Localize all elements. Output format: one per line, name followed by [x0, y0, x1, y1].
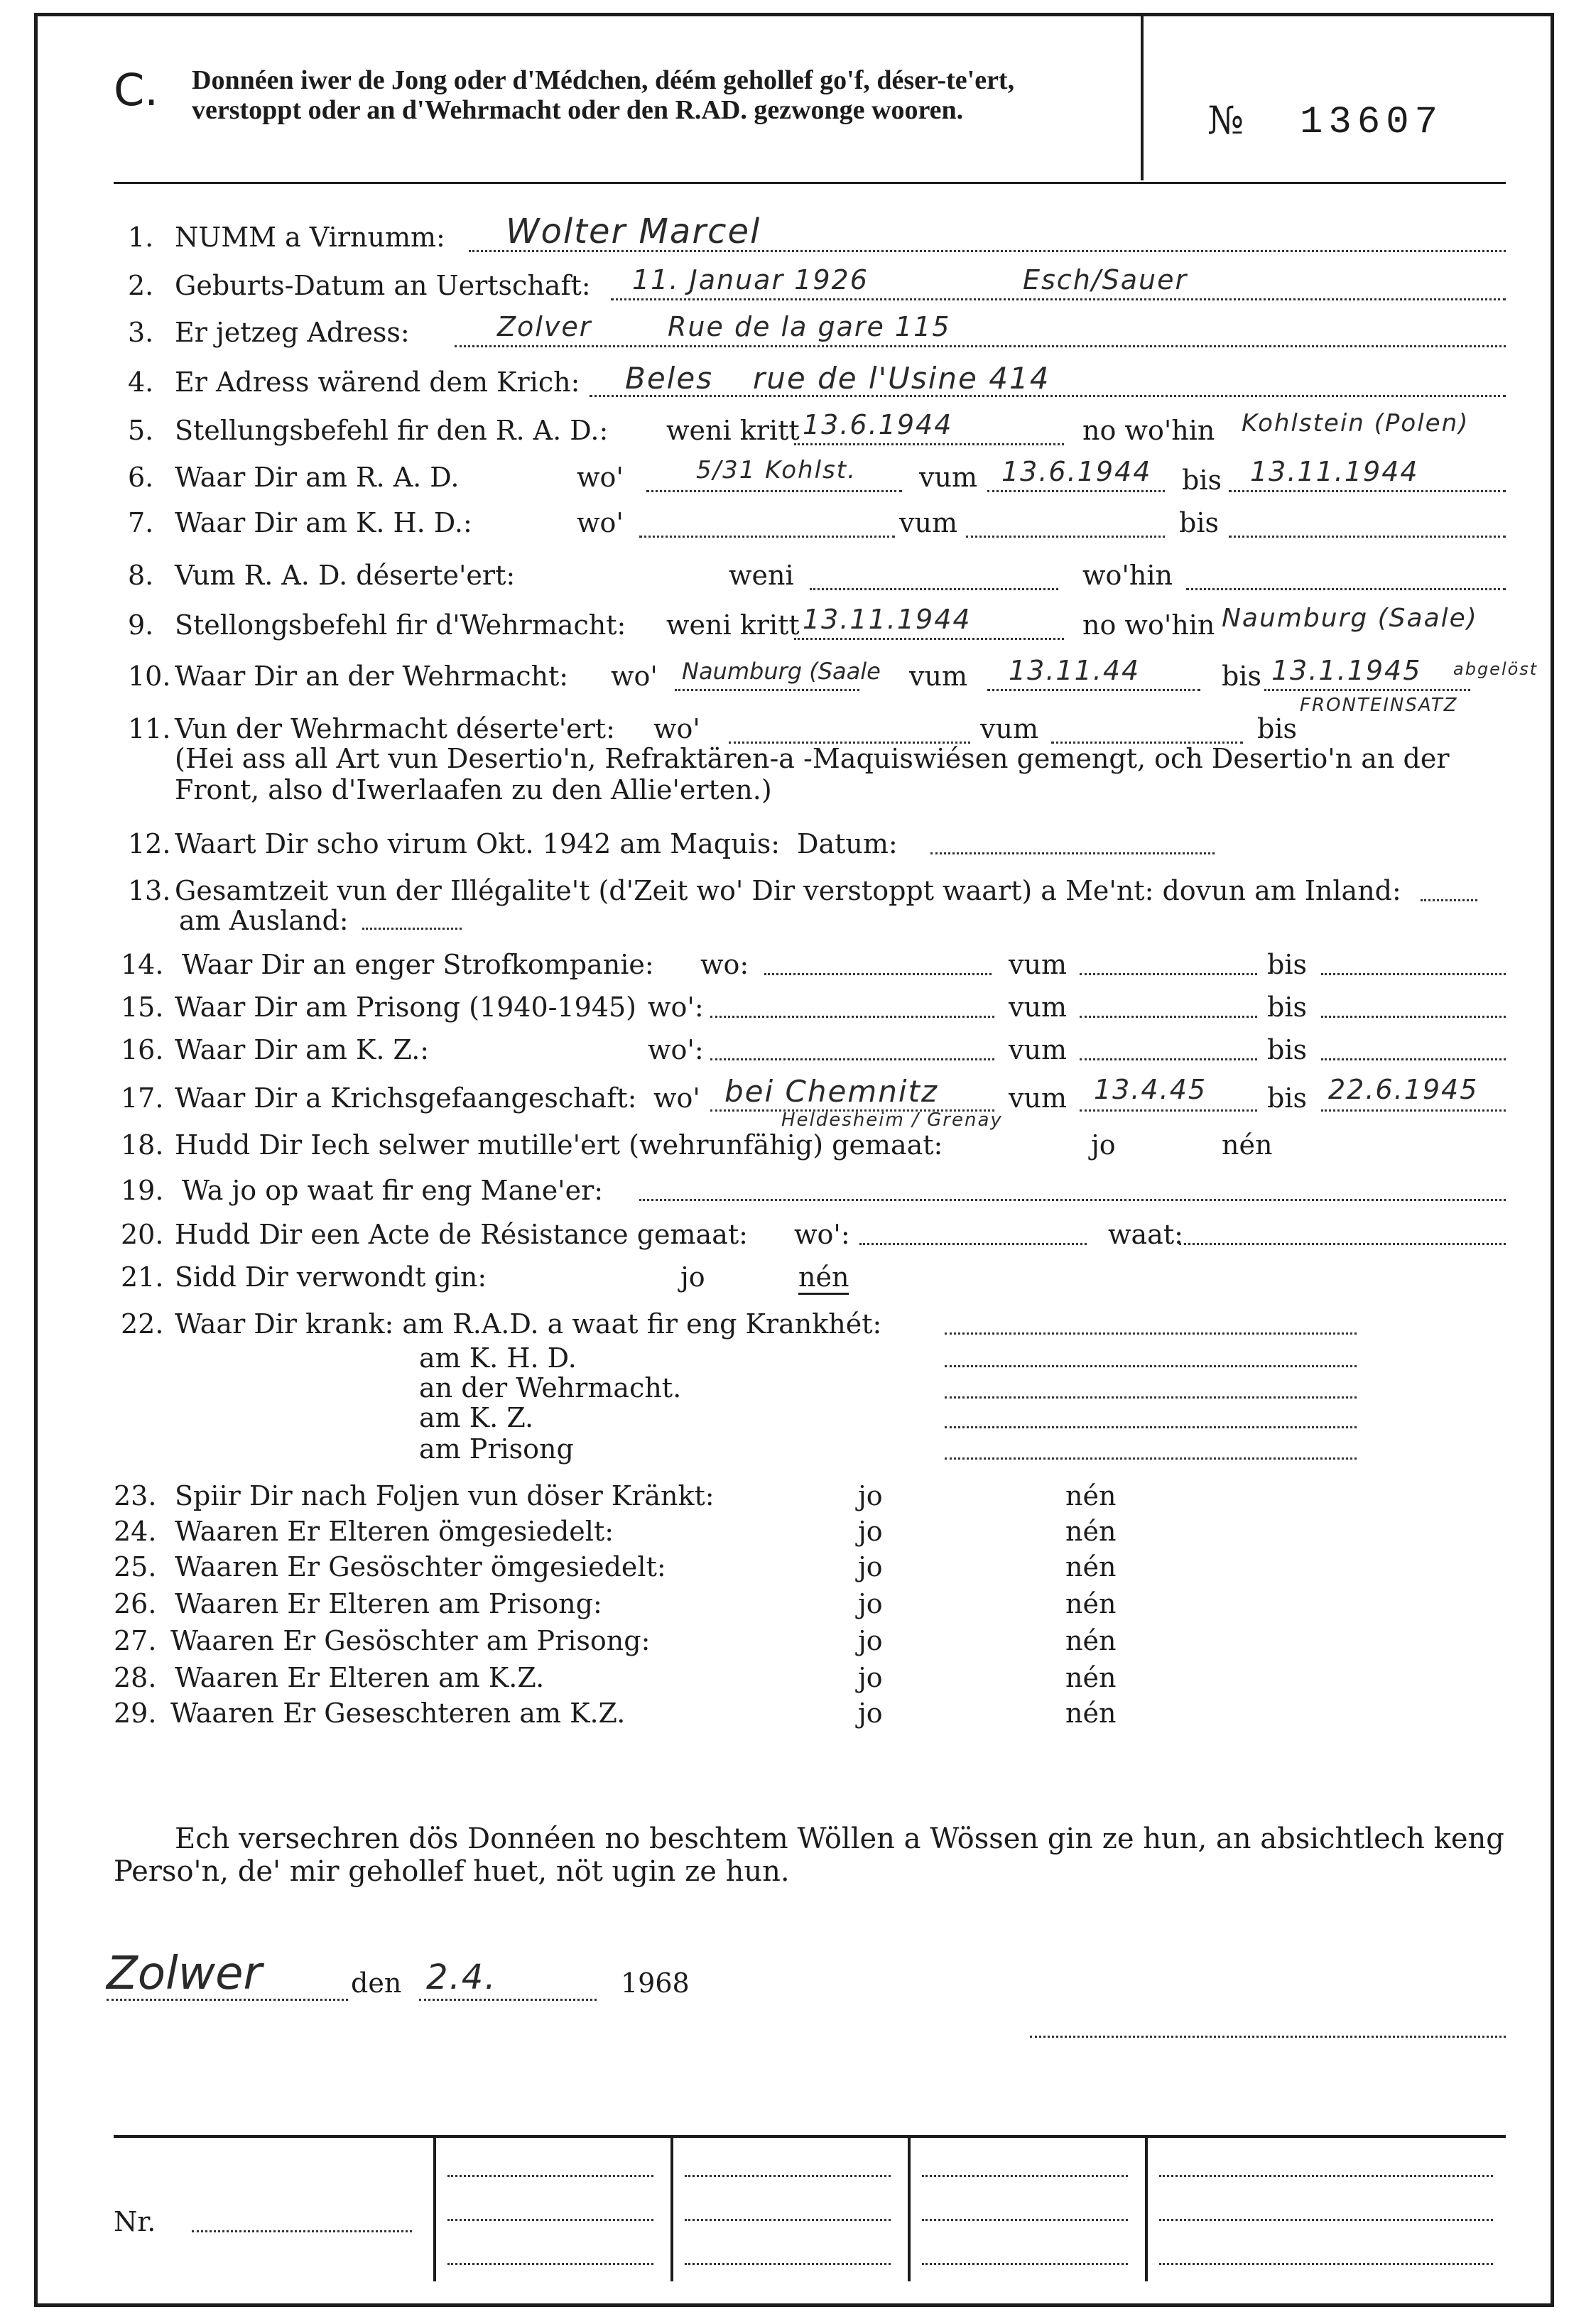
fill-line — [675, 689, 859, 691]
row-label: Spiir Dir nach Foljen vun döser Kränkt: — [175, 1480, 715, 1511]
field-date[interactable]: 2.4. — [426, 1958, 497, 1997]
sub-label: am K. H. D. — [419, 1342, 577, 1374]
footer-rule — [114, 2135, 1506, 2138]
row-num: 25. — [114, 1551, 157, 1582]
label-wo: wo': — [794, 1219, 850, 1250]
label-vum: vum — [1009, 1082, 1067, 1114]
option-jo[interactable]: jo — [858, 1588, 883, 1619]
field-sick-rad[interactable] — [945, 1332, 1357, 1335]
field-wehrmacht-note[interactable]: abgelöst — [1453, 659, 1538, 679]
row-label: Waar Dir am Prisong (1940-1945) — [175, 992, 636, 1023]
footer-cell-line — [922, 2175, 1128, 2177]
row-label: Waar Dir am R. A. D. — [175, 462, 460, 493]
label-datum: Datum: — [797, 828, 898, 859]
label-bis: bis — [1267, 949, 1307, 980]
row-label: NUMM a Virnumm: — [175, 222, 445, 253]
field-kz-from[interactable] — [1080, 1058, 1257, 1060]
option-jo[interactable]: jo — [858, 1662, 883, 1693]
option-nen[interactable]: nén — [1065, 1588, 1117, 1619]
footer-cell-line — [447, 2219, 653, 2221]
row-label: Waaren Er Geseschteren am K.Z. — [170, 1698, 626, 1729]
row-label: Hudd Dir een Acte de Résistance gemaat: — [175, 1219, 748, 1250]
field-kz-where[interactable] — [710, 1058, 994, 1060]
label-bis: bis — [1267, 1082, 1307, 1114]
fill-line — [646, 490, 902, 492]
row-num: 13. — [128, 875, 171, 906]
label-bis: bis — [1257, 713, 1297, 744]
row-num: 21. — [121, 1261, 164, 1293]
row-note: (Hei ass all Art vun Desertio'n, Refraktären-a -Maquiswiésen gemengt, och Desertio'n an der — [175, 743, 1450, 774]
declaration-line: Perso'n, de' mir gehollef huet, nöt ugin ze hun. — [114, 1855, 790, 1888]
label-weni: weni — [729, 560, 794, 591]
row-num: 19. — [121, 1175, 164, 1206]
row-label: Stellongsbefehl fir d'Wehrmacht: — [175, 609, 626, 641]
footer-cell-line — [922, 2263, 1128, 2265]
field-khd-where[interactable] — [639, 536, 895, 538]
row-num: 4. — [128, 366, 154, 398]
label-den: den — [351, 1967, 402, 1999]
footer-cell-line — [1159, 2175, 1493, 2177]
field-prisong-to[interactable] — [1321, 1016, 1506, 1018]
fill-line — [1264, 689, 1470, 691]
field-rad-desert-when[interactable] — [810, 588, 1058, 590]
field-rad-destination[interactable]: Kohlstein (Polen) — [1242, 409, 1470, 438]
option-nen[interactable]: nén — [1065, 1480, 1117, 1511]
field-pow-to[interactable]: 22.6.1945 — [1328, 1074, 1479, 1105]
label-vum: vum — [1009, 992, 1067, 1023]
row-num: 17. — [121, 1082, 164, 1114]
row-num: 27. — [114, 1625, 157, 1656]
footer-cell-line — [685, 2219, 891, 2221]
option-jo[interactable]: jo — [1091, 1129, 1116, 1161]
field-manner[interactable] — [639, 1199, 1506, 1201]
row-note: am Ausland: — [179, 905, 349, 936]
label-weni-kritt: weni kritt — [666, 415, 800, 446]
row-num: 10. — [128, 661, 171, 692]
label-wo: wo': — [648, 1034, 704, 1065]
footer-nr-label: Nr. — [114, 2206, 156, 2237]
row-label: Waar Dir am K. H. D.: — [175, 507, 472, 538]
label-wo: wo' — [611, 661, 658, 692]
label-wo: wo' — [577, 462, 624, 493]
row-num: 26. — [114, 1588, 157, 1619]
option-nen[interactable]: nén — [1065, 1516, 1117, 1547]
field-wehrmacht-order-date[interactable]: 13.11.1944 — [803, 604, 972, 635]
row-num: 9. — [128, 609, 154, 641]
footer-divider — [433, 2135, 436, 2281]
field-resistance-where[interactable] — [859, 1243, 1087, 1245]
label-bis: bis — [1222, 661, 1261, 692]
label-vum: vum — [1009, 949, 1067, 980]
header-divider — [1141, 16, 1144, 180]
row-label: Waar Dir a Krichsgefaangeschaft: — [175, 1082, 637, 1114]
field-resistance-what[interactable] — [1179, 1243, 1506, 1245]
row-label: Geburts-Datum an Uertschaft: — [175, 270, 591, 301]
field-wehrmacht-where[interactable]: Naumburg (Saale — [682, 658, 881, 685]
fill-line — [455, 345, 1506, 347]
row-label: Waaren Er Elteren am Prisong: — [175, 1588, 602, 1619]
form-letter: C. — [114, 64, 158, 116]
sub-label: an der Wehrmacht. — [419, 1372, 682, 1403]
declaration-line: Ech versechren dös Donnéen no beschtem Wöllen a Wössen gin ze hun, an absichtlech keng — [175, 1823, 1504, 1855]
label-bis: bis — [1267, 992, 1307, 1023]
row-num: 18. — [121, 1129, 164, 1161]
option-nen[interactable]: nén — [798, 1261, 849, 1295]
option-nen[interactable]: nén — [1065, 1662, 1117, 1693]
row-label: Stellungsbefehl fir den R. A. D.: — [175, 415, 609, 446]
field-pow-where[interactable]: bei Chemnitz — [724, 1074, 939, 1109]
field-sick-khd[interactable] — [945, 1365, 1357, 1367]
footer-cell-line — [1159, 2219, 1493, 2221]
field-inland[interactable] — [1421, 899, 1477, 901]
footer-cell-line — [447, 2263, 653, 2265]
row-label: Waar Dir krank: am R.A.D. a waat fir eng Krankhét: — [175, 1308, 882, 1340]
row-note: Front, also d'Iwerlaafen zu den Allie'erten.) — [175, 774, 772, 805]
row-label: Waaren Er Elteren am K.Z. — [175, 1662, 545, 1693]
signature-line[interactable] — [1030, 2036, 1506, 2038]
fill-line — [794, 443, 1064, 445]
label-weni-kritt: weni kritt — [666, 609, 800, 641]
fill-line — [1229, 490, 1506, 492]
field-khd-to[interactable] — [1229, 536, 1506, 538]
field-name[interactable]: Wolter Marcel — [506, 212, 761, 251]
form-title: Donnéen iwer de Jong oder d'Médchen, déém gehollef go'f, déser-te'ert, verstoppt oder an d'Wehrmacht oder den R.AD. gezwonge wooren. — [192, 65, 1015, 125]
field-current-town[interactable]: Zolver — [497, 311, 592, 342]
row-num: 23. — [114, 1480, 157, 1511]
field-sick-kz[interactable] — [945, 1426, 1357, 1428]
field-rad-from[interactable]: 13.6.1944 — [1001, 456, 1152, 487]
row-label: Vum R. A. D. déserte'ert: — [175, 560, 516, 591]
row-num: 20. — [121, 1219, 164, 1250]
field-war-street[interactable]: rue de l'Usine 414 — [753, 361, 1050, 396]
option-jo[interactable]: jo — [858, 1516, 883, 1547]
label-vum: vum — [980, 713, 1038, 744]
row-label: Waar Dir an der Wehrmacht: — [175, 661, 569, 692]
row-num: 28. — [114, 1662, 157, 1693]
option-jo[interactable]: jo — [858, 1698, 883, 1729]
row-num: 12. — [128, 828, 171, 859]
label-wo: wo': — [648, 992, 704, 1023]
fill-line — [987, 689, 1200, 691]
field-kz-to[interactable] — [1321, 1058, 1506, 1060]
label-wo: wo: — [700, 949, 749, 980]
label-waat: waat: — [1108, 1219, 1183, 1250]
field-pow-from[interactable]: 13.4.45 — [1094, 1074, 1207, 1105]
row-label: Waaren Er Gesöschter am Prisong: — [170, 1625, 651, 1656]
field-khd-from[interactable] — [966, 536, 1165, 538]
row-label: Waart Dir scho virum Okt. 1942 am Maquis: — [175, 828, 781, 859]
row-num: 6. — [128, 462, 154, 493]
footer-cell-line — [922, 2219, 1128, 2221]
row-label: Sidd Dir verwondt gin: — [175, 1261, 487, 1293]
label-vum: vum — [899, 507, 957, 538]
row-num: 24. — [114, 1516, 157, 1547]
label-wo: wo' — [653, 713, 700, 744]
sub-label: am K. Z. — [419, 1402, 534, 1433]
row-num: 8. — [128, 560, 154, 591]
label-bis: bis — [1179, 507, 1219, 538]
sub-label: am Prisong — [419, 1433, 574, 1465]
option-nen[interactable]: nén — [1065, 1698, 1117, 1729]
field-birthdate[interactable]: 11. Januar 1926 — [632, 264, 869, 295]
row-label: Er Adress wärend dem Krich: — [175, 366, 580, 398]
fill-line — [1080, 1109, 1257, 1112]
row-label: Waar Dir am K. Z.: — [175, 1034, 430, 1065]
field-sick-wehrmacht[interactable] — [945, 1396, 1357, 1399]
field-pow-note[interactable]: Heldesheim / Grenay — [781, 1109, 1003, 1131]
row-num: 22. — [121, 1308, 164, 1340]
label-bis: bis — [1267, 1034, 1307, 1065]
field-wehrmacht-note2[interactable]: FRONTEINSATZ — [1300, 695, 1458, 716]
field-wehrmacht-to[interactable]: 13.1.1945 — [1271, 655, 1422, 686]
row-num: 11. — [128, 713, 171, 744]
row-label: Wa jo op waat fir eng Mane'er: — [182, 1175, 604, 1206]
field-place[interactable]: Zolwer — [107, 1948, 262, 2000]
footer-nr-field[interactable] — [192, 2230, 412, 2232]
row-label: Hudd Dir Iech selwer mutille'ert (wehrunfähig) gemaat: — [175, 1129, 943, 1161]
field-prisong-where[interactable] — [710, 1016, 994, 1018]
field-wehrmacht-destination[interactable]: Naumburg (Saale) — [1222, 604, 1478, 633]
label-wo: wo' — [577, 507, 624, 538]
label-no-wohin: no wo'hin — [1082, 609, 1215, 641]
label-vum: vum — [1009, 1034, 1067, 1065]
row-num: 14. — [121, 949, 164, 980]
form-number: 13607 — [1300, 101, 1444, 144]
field-strofkomp-where[interactable] — [764, 973, 992, 975]
option-jo[interactable]: jo — [858, 1625, 883, 1656]
row-label: Gesamtzeit vun der Illégalite't (d'Zeit wo' Dir verstoppt waart) a Me'nt: dovun am Inland: — [175, 875, 1401, 906]
field-war-town[interactable]: Beles — [625, 361, 714, 396]
footer-cell-line — [685, 2175, 891, 2177]
footer-divider — [670, 2135, 673, 2281]
footer-divider — [1145, 2135, 1148, 2281]
label-bis: bis — [1182, 465, 1222, 496]
fill-line — [419, 1999, 597, 2001]
footer-divider — [908, 2135, 911, 2281]
option-nen[interactable]: nén — [1065, 1551, 1117, 1582]
field-strofkomp-to[interactable] — [1321, 973, 1506, 975]
label-wo: wo' — [653, 1082, 700, 1114]
row-num: 1. — [128, 222, 154, 253]
field-sick-prisong[interactable] — [945, 1457, 1357, 1460]
fill-line — [1321, 1109, 1506, 1112]
row-label: Waar Dir an enger Strofkompanie: — [182, 949, 654, 980]
field-ausland[interactable] — [362, 928, 462, 930]
row-num: 15. — [121, 992, 164, 1023]
label-vum: vum — [909, 661, 967, 692]
row-label: Waaren Er Elteren ömgesiedelt: — [175, 1516, 614, 1547]
row-num: 5. — [128, 415, 154, 446]
fill-line — [794, 638, 1064, 640]
field-rad-desert-where[interactable] — [1186, 588, 1506, 590]
field-rad-to[interactable]: 13.11.1944 — [1250, 456, 1419, 487]
fill-line — [611, 298, 1506, 300]
field-birthplace[interactable]: Esch/Sauer — [1023, 264, 1188, 295]
footer-cell-line — [1159, 2263, 1493, 2265]
label-no-wohin: no wo'hin — [1082, 415, 1215, 446]
field-strofkomp-from[interactable] — [1080, 973, 1257, 975]
option-jo[interactable]: jo — [680, 1261, 705, 1293]
header-rule — [114, 182, 1506, 184]
field-prisong-from[interactable] — [1080, 1016, 1257, 1018]
field-rad-order-date[interactable]: 13.6.1944 — [803, 409, 953, 440]
label-year: 1968 — [621, 1967, 690, 1999]
footer-cell-line — [685, 2263, 891, 2265]
fill-line — [987, 490, 1165, 492]
field-current-street[interactable]: Rue de la gare 115 — [668, 311, 951, 342]
option-nen[interactable]: nén — [1065, 1625, 1117, 1656]
field-rad-where[interactable]: 5/31 Kohlst. — [696, 456, 857, 484]
row-num: 7. — [128, 507, 154, 538]
row-num: 3. — [128, 317, 154, 348]
label-wohin: wo'hin — [1082, 560, 1173, 591]
option-jo[interactable]: jo — [858, 1551, 883, 1582]
option-nen[interactable]: nén — [1222, 1129, 1273, 1161]
field-wehrmacht-from[interactable]: 13.11.44 — [1009, 655, 1141, 686]
row-label: Vun der Wehrmacht déserte'ert: — [175, 713, 615, 744]
row-label: Er jetzeg Adress: — [175, 317, 410, 348]
footer-cell-line — [447, 2175, 653, 2177]
label-vum: vum — [919, 462, 977, 493]
row-num: 2. — [128, 270, 154, 301]
row-num: 16. — [121, 1034, 164, 1065]
number-label: № — [1207, 98, 1244, 143]
row-num: 29. — [114, 1698, 157, 1729]
field-maquis-date[interactable] — [930, 852, 1215, 854]
option-jo[interactable]: jo — [858, 1480, 883, 1511]
row-label: Waaren Er Gesöschter ömgesiedelt: — [175, 1551, 666, 1582]
